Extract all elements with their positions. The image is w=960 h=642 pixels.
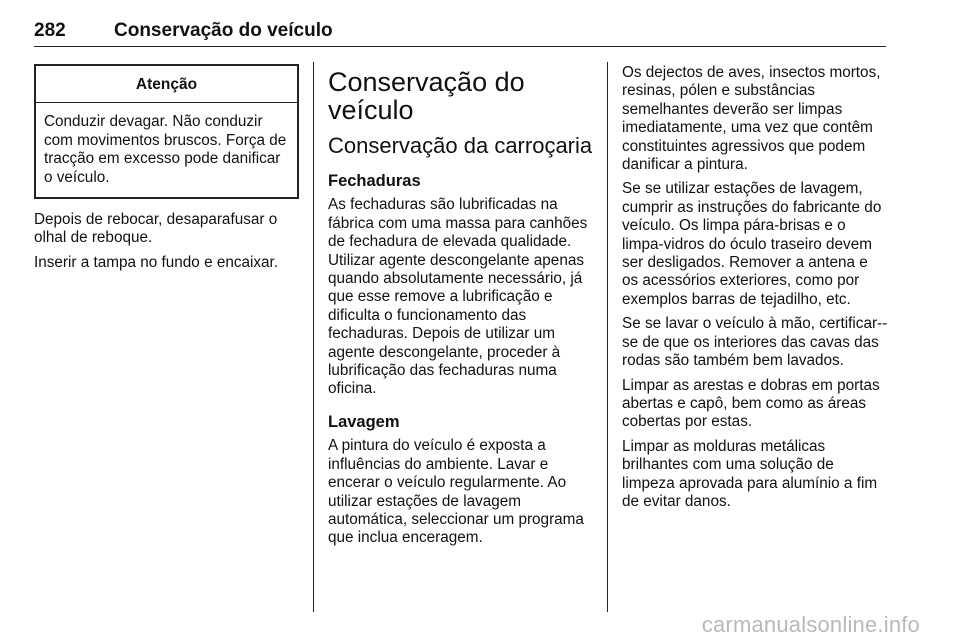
paragraph: Se se utilizar estações de lavagem, cumprir as instruções do fabricante do veículo. Os limpa pára-brisas e o limpa-vidros do óculo traseiro devem ser desligados. Remover a antena e os acessórios exteriores, como por exemplos barras de tejadilho, etc.	[622, 180, 882, 308]
page-header	[34, 16, 886, 47]
locks-heading: Fechaduras	[328, 172, 421, 190]
paragraph: Depois de rebocar, desaparafusar o olhal de reboque.	[34, 211, 278, 247]
subsection-title: Conservação da carroçaria	[328, 133, 593, 158]
section-title: Conservação do veículo	[328, 67, 525, 125]
paragraph: Se se lavar o veículo à mão, certificar--se de que os interiores das cavas das rodas são também bem lavados.	[622, 315, 888, 370]
paragraph: Limpar as molduras metálicas brilhantes com uma solução de limpeza aprovada para alumínio a fim de evitar danos.	[622, 437, 878, 510]
column-left	[34, 64, 299, 278]
warning-title: Atenção	[36, 66, 297, 103]
column-divider	[313, 62, 314, 612]
paragraph: Os dejectos de aves, insectos mortos, resinas, pólen e substâncias semelhantes deverão ser limpas imediatamente, uma vez que contêm constituintes agressivos que podem danificar a pintura.	[622, 64, 881, 174]
warning-body: Conduzir devagar. Não conduzir com movimentos bruscos. Força de tracção em excesso pode danificar o veículo.	[44, 113, 287, 186]
paragraph: As fechaduras são lubrificadas na fábrica com uma massa para canhões de fechadura de elevada qualidade. Utilizar agente descongelante apenas quando absolutamente necessário, já que esse remove a lubrificação e dificulta o funcionamento das fechaduras. Depois de utilizar um agente descongelante, proceder à lubrificação das fechaduras numa oficina.	[328, 196, 588, 398]
page-number: 282	[34, 20, 66, 41]
running-head: Conservação do veículo	[114, 20, 333, 41]
paragraph: Limpar as arestas e dobras em portas abertas e capô, bem como as áreas cobertas por estas.	[622, 376, 880, 431]
column-middle	[328, 64, 594, 554]
column-divider	[607, 62, 608, 612]
warning-box	[34, 64, 299, 199]
column-right	[622, 64, 888, 517]
paragraph: Inserir a tampa no fundo e encaixar.	[34, 253, 279, 271]
watermark: carmanualsonline.info	[701, 612, 920, 637]
washing-heading: Lavagem	[328, 412, 400, 431]
paragraph: A pintura do veículo é exposta a influências do ambiente. Lavar e encerar o veículo regularmente. Ao utilizar estações de lavagem automática, seleccionar um programa que inclua enceragem.	[328, 437, 584, 547]
